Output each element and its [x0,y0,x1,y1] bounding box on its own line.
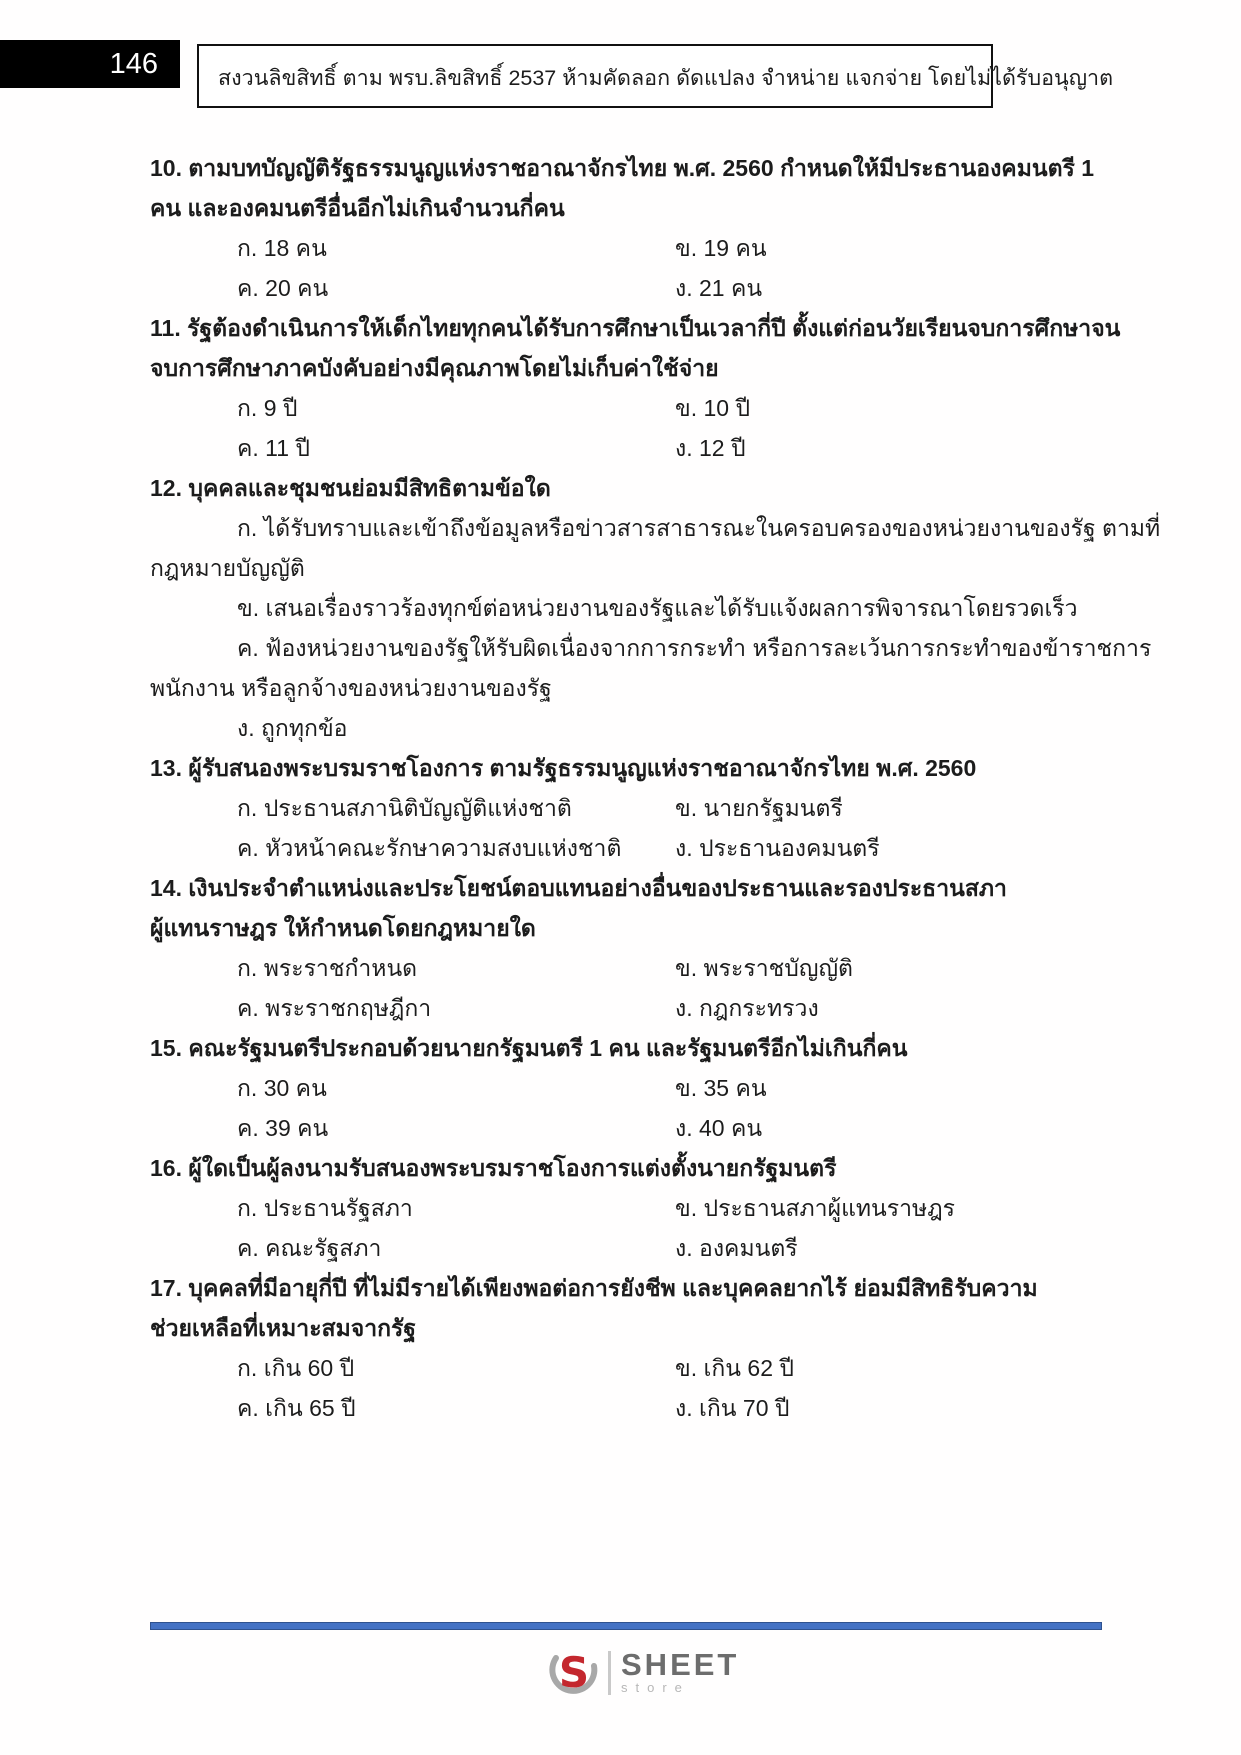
logo-s-icon-svg [548,1648,600,1698]
question-text-line: ช่วยเหลือที่เหมาะสมจากรัฐ [150,1315,417,1341]
choice-option: ข. 10 ปี [675,395,751,421]
choice-option: ก. ได้รับทราบและเข้าถึงข้อมูลหรือข่าวสารสาธารณะในครอบครองของหน่วยงานของรัฐ ตามที่ [237,515,1161,541]
choice-option: ง. องคมนตรี [675,1235,798,1261]
sheet-store-logo [548,1648,739,1698]
choice-option: ค. เกิน 65 ปี [237,1395,356,1421]
question-block [150,148,1201,308]
choice-option: ง. เกิน 70 ปี [675,1395,790,1421]
choice-option: ข. นายกรัฐมนตรี [675,795,843,821]
choice-option: ก. ประธานสภานิติบัญญัติแห่งชาติ [237,795,572,821]
choice-option: ก. 30 คน [237,1075,327,1101]
question-text-line: คน และองคมนตรีอื่นอีกไม่เกินจำนวนกี่คน [150,195,565,221]
question-block [150,468,1201,748]
question-number: 10. [150,155,182,181]
choice-option: ข. เกิน 62 ปี [675,1355,794,1381]
choice-option: ก. เกิน 60 ปี [237,1355,355,1381]
choice-option-continuation: กฎหมายบัญญัติ [150,555,305,581]
choice-option: ค. คณะรัฐสภา [237,1235,382,1261]
choice-option: ง. 21 คน [675,275,763,301]
choice-option: ก. ประธานรัฐสภา [237,1195,413,1221]
choice-option: ง. กฎกระทรวง [675,995,819,1021]
choice-option: ค. พระราชกฤษฎีกา [237,995,432,1021]
choice-option: ค. 11 ปี [237,435,311,461]
choice-option: ข. 19 คน [675,235,767,261]
logo-s-icon [548,1648,600,1698]
choice-option: ค. หัวหน้าคณะรักษาความสงบแห่งชาติ [237,835,622,861]
question-text-line: บุคคลที่มีอายุกี่ปี ที่ไม่มีรายได้เพียงพอต่อการยังชีพ และบุคคลยากไร้ ย่อมมีสิทธิรับความ [188,1275,1038,1301]
question-number: 13. [150,755,182,781]
question-number: 11. [150,315,181,341]
question-text-line: ผู้รับสนองพระบรมราชโองการ ตามรัฐธรรมนูญแห่งราชอาณาจักรไทย พ.ศ. 2560 [188,755,977,781]
question-number: 12. [150,475,182,501]
choice-option: ข. ประธานสภาผู้แทนราษฎร [675,1195,956,1221]
question-block [150,308,1201,468]
choice-option: ง. ประธานองคมนตรี [675,835,880,861]
choice-option: ข. 35 คน [675,1075,767,1101]
choice-option: ก. 9 ปี [237,395,298,421]
copyright-notice: สงวนลิขสิทธิ์ ตาม พรบ.ลิขสิทธิ์ 2537 ห้ามคัดลอก ดัดแปลง จำหน่าย แจกจ่าย โดยไม่ได้รับอนุญาต [197,44,993,108]
choice-option: ก. 18 คน [237,235,327,261]
question-text-line: ผู้แทนราษฎร ให้กำหนดโดยกฎหมายใด [150,915,536,941]
choice-option: ค. ฟ้องหน่วยงานของรัฐให้รับผิดเนื่องจากการกระทำ หรือการละเว้นการกระทำของข้าราชการ [237,635,1152,661]
question-number: 17. [150,1275,182,1301]
choice-option: ข. เสนอเรื่องราวร้องทุกข์ต่อหน่วยงานของรัฐและได้รับแจ้งผลการพิจารณาโดยรวดเร็ว [237,595,1078,621]
question-number: 16. [150,1155,182,1181]
choice-option: ก. พระราชกำหนด [237,955,418,981]
question-text-line: จบการศึกษาภาคบังคับอย่างมีคุณภาพโดยไม่เก็บค่าใช้จ่าย [150,355,719,381]
question-text-line: ตามบทบัญญัติรัฐธรรมนูญแห่งราชอาณาจักรไทย พ.ศ. 2560 กำหนดให้มีประธานองคมนตรี 1 [188,155,1095,181]
choice-option: ง. ถูกทุกข้อ [237,715,348,741]
question-block [150,1268,1201,1428]
svg-text:S: S [558,1648,590,1697]
logo-divider [608,1651,611,1695]
question-number: 14. [150,875,182,901]
question-number: 15. [150,1035,182,1061]
question-block [150,1148,1201,1268]
question-block [150,1028,1201,1148]
choice-option: ง. 12 ปี [675,435,746,461]
choice-option-continuation: พนักงาน หรือลูกจ้างของหน่วยงานของรัฐ [150,675,552,701]
question-text-line: คณะรัฐมนตรีประกอบด้วยนายกรัฐมนตรี 1 คน และรัฐมนตรีอีกไม่เกินกี่คน [188,1035,908,1061]
choice-option: ค. 20 คน [237,275,329,301]
footer-divider-rule [150,1622,1102,1630]
question-list [150,148,1201,1428]
question-text-line: ผู้ใดเป็นผู้ลงนามรับสนองพระบรมราชโองการแต่งตั้งนายกรัฐมนตรี [188,1155,837,1181]
logo-main-text: SHEET [621,1647,740,1682]
page-number: 146 [0,40,180,88]
question-block [150,868,1201,1028]
choice-option: ค. 39 คน [237,1115,329,1141]
choice-option: ง. 40 คน [675,1115,763,1141]
question-text-line: เงินประจำตำแหน่งและประโยชน์ตอบแทนอย่างอื่นของประธานและรองประธานสภา [188,875,1007,901]
choice-option: ข. พระราชบัญญัติ [675,955,853,981]
question-block [150,748,1201,868]
question-text-line: บุคคลและชุมชนย่อมมีสิทธิตามข้อใด [188,475,551,501]
logo-sub-text: store [621,1680,690,1695]
question-text-line: รัฐต้องดำเนินการให้เด็กไทยทุกคนได้รับการศึกษาเป็นเวลากี่ปี ตั้งแต่ก่อนวัยเรียนจบการศึกษาจน [187,315,1121,341]
